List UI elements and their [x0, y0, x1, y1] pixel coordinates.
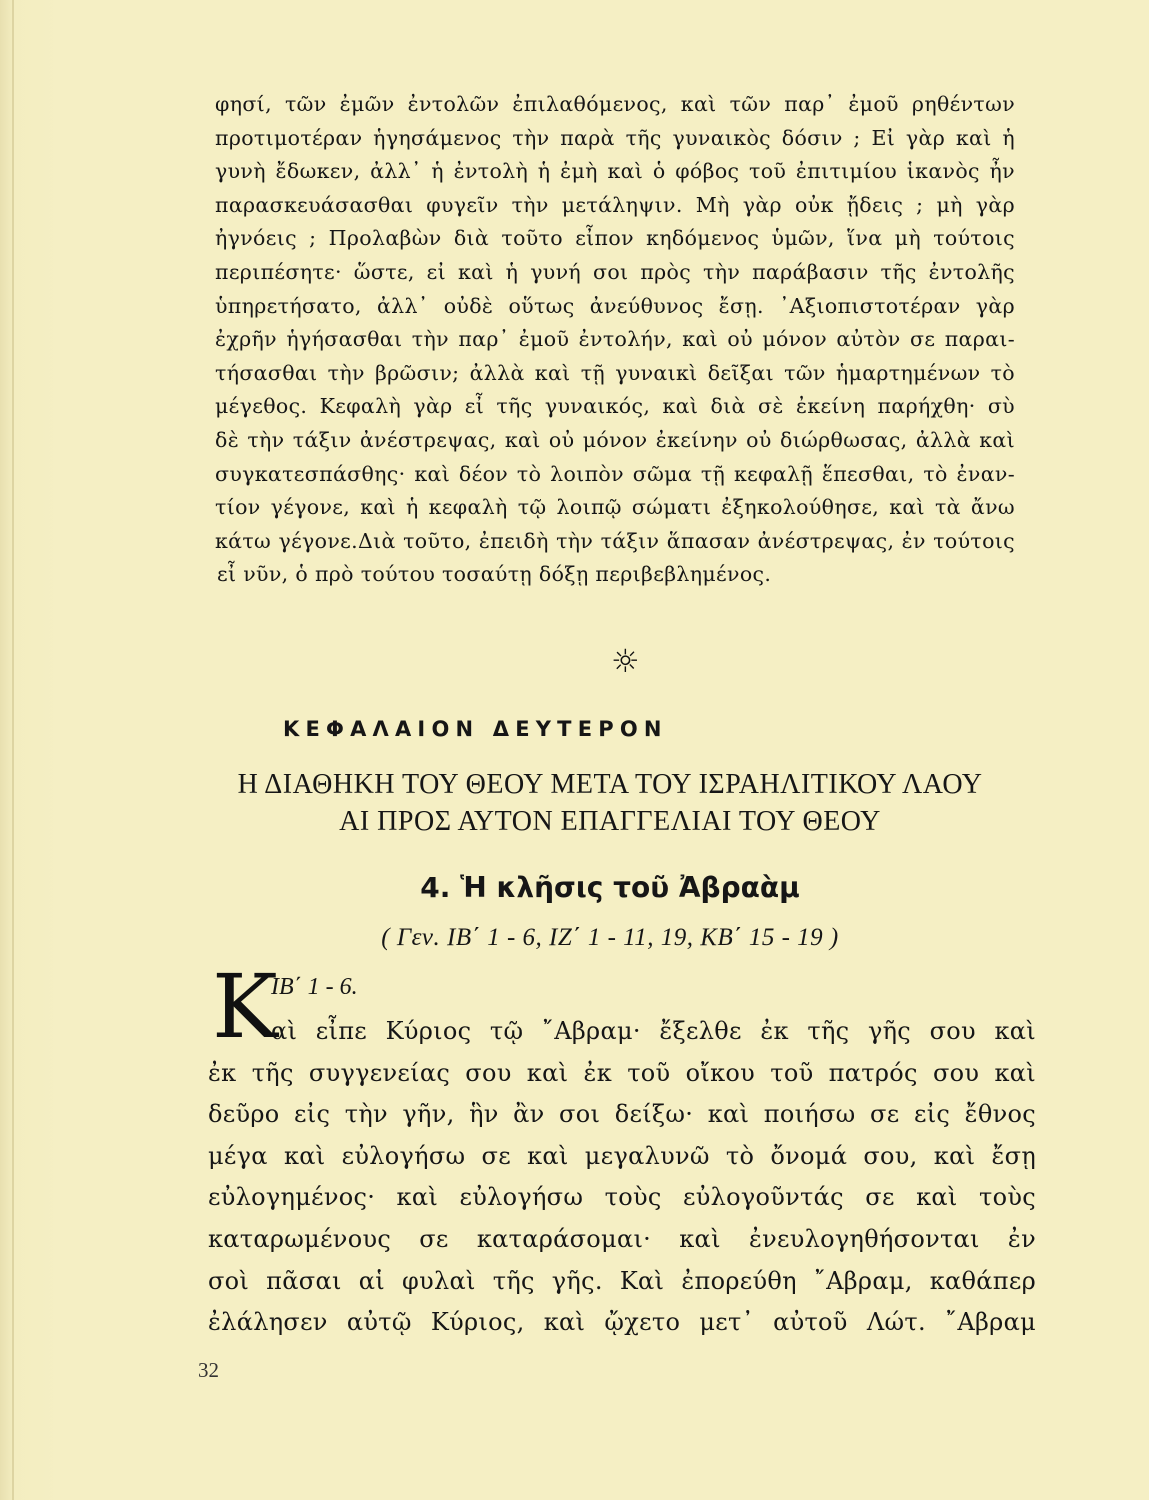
text-line: συγκατεσπάσθης· καὶ δέον τὸ λοιπὸν σῶμα τῇ κεφαλῇ ἕπεσθαι, τὸ ἐναν- — [215, 461, 1015, 486]
text-line: ἐχρῆν ἡγήσασθαι τὴν παρ᾽ ἐμοῦ ἐντολήν, καὶ οὐ μόνον αὐτὸν σε παραι- — [215, 327, 1015, 352]
text-line: ἠγνόεις ; Προλαβὼν διὰ τοῦτο εἶπον κηδόμενος ὑμῶν, ἵνα μὴ τούτοις — [215, 226, 1015, 251]
scripture-reference: ( Γεν. ΙΒ΄ 1 - 6, ΙΖ΄ 1 - 11, 19, ΚΒ΄ 15 - 19 ) — [381, 924, 839, 951]
top-paragraph — [215, 88, 1015, 592]
chapter-title-line: ΑΙ ΠΡΟΣ ΑΥΤΟΝ ΕΠΑΓΓΕΛΙΑΙ ΤΟΥ ΘΕΟΥ — [339, 806, 881, 837]
text-line: καταρωμένους σε καταράσομαι· καὶ ἐνευλογηθήσονται ἐν — [208, 1224, 1036, 1253]
text-line: ὑπηρετήσατο, ἀλλ᾽ οὐδὲ οὕτως ἀνεύθυνος ἔσῃ. ᾽Αξιοπιστοτέραν γὰρ — [215, 293, 1015, 318]
text-line: μέγεθος. Κεφαλὴ γὰρ εἶ τῆς γυναικός, καὶ διὰ σὲ ἐκείνη παρήχθη· σὺ — [215, 394, 1015, 419]
text-line: εὐλογημένος· καὶ εὐλογήσω τοὺς εὐλογοῦντάς σε καὶ τοὺς — [208, 1183, 1036, 1212]
text-line: τήσασθαι τὴν βρῶσιν; ἀλλὰ καὶ τῇ γυναικὶ δεῖξαι τῶν ἡμαρτημένων τὸ — [215, 360, 1015, 385]
page-number: 32 — [198, 1358, 219, 1382]
text-line: φησί, τῶν ἐμῶν ἐντολῶν ἐπιλαθόμενος, καὶ τῶν παρ᾽ ἐμοῦ ρηθέντων — [215, 92, 1015, 116]
text-line: τίον γέγονε, καὶ ἡ κεφαλὴ τῷ λοιπῷ σώματι ἐξηκολούθησε, καὶ τὰ ἄνω — [215, 495, 1015, 520]
chapter-heading: ΚΕΦΑΛΑΙΟΝ ΔΕΥΤΕΡΟΝ — [283, 717, 668, 741]
chapter-title — [200, 766, 1020, 840]
section-title: 4. Ἡ κλῆσις τοῦ Ἀβραὰμ — [420, 871, 800, 904]
drop-cap: Κ — [212, 955, 278, 1058]
text-line: μέγα καὶ εὐλογήσω σε καὶ μεγαλυνῶ τὸ ὄνομά σου, καὶ ἔσῃ — [208, 1141, 1036, 1170]
verse-reference: ΙΒ΄ 1 - 6. — [271, 974, 358, 1000]
text-line: παρασκευάσασθαι φυγεῖν τὴν μετάληψιν. Μὴ γὰρ οὐκ ᾔδεις ; μὴ γὰρ — [215, 192, 1015, 217]
page-gutter-edge — [12, 0, 14, 1500]
text-line: δὲ τὴν τάξιν ἀνέστρεψας, καὶ οὐ μόνον ἐκείνην οὐ διώρθωσας, ἀλλὰ καὶ — [215, 427, 1015, 452]
text-line: περιπέσητε· ὥστε, εἰ καὶ ἡ γυνή σοι πρὸς τὴν παράβασιν τῆς ἐντολῆς — [215, 259, 1015, 284]
text-line: αὶ εἶπε Κύριος τῷ ῎Αβραμ· ἔξελθε ἐκ τῆς γῆς σου καὶ — [271, 1017, 1036, 1045]
text-line: ἐκ τῆς συγγενείας σου καὶ ἐκ τοῦ οἴκου τοῦ πατρός σου καὶ — [208, 1058, 1036, 1087]
text-line: προτιμοτέραν ἡγησάμενος τὴν παρὰ τῆς γυναικὸς δόσιν ; Εἰ γὰρ καὶ ἡ — [215, 125, 1015, 150]
text-line: γυνὴ ἔδωκεν, ἀλλ᾽ ἡ ἐντολὴ ἡ ἐμὴ καὶ ὁ φόβος τοῦ ἐπιτιμίου ἱκανὸς ἦν — [215, 159, 1015, 184]
text-line: ἐλάλησεν αὐτῷ Κύριος, καὶ ᾤχετο μετ᾽ αὐτοῦ Λώτ. ῎Αβραμ — [208, 1308, 1036, 1337]
chapter-title-line: Η ΔΙΑΘΗΚΗ ΤΟΥ ΘΕΟΥ ΜΕΤΑ ΤΟΥ ΙΣΡΑΗΛΙΤΙΚΟΥ ΛΑΟΥ — [237, 769, 983, 800]
ornament-icon: ☼ — [611, 642, 640, 680]
text-line-last: εἶ νῦν, ὁ πρὸ τούτου τοσαύτῃ δόξῃ περιβεβλημένος. — [217, 562, 772, 587]
main-text — [208, 1011, 1036, 1344]
text-line: σοὶ πᾶσαι αἱ φυλαὶ τῆς γῆς. Καὶ ἐπορεύθη ῎Αβραμ, καθάπερ — [208, 1266, 1036, 1295]
text-line: δεῦρο εἰς τὴν γῆν, ἣν ἂν σοι δείξω· καὶ ποιήσω σε εἰς ἔθνος — [208, 1100, 1036, 1129]
text-line: κάτω γέγονε.Διὰ τοῦτο, ἐπειδὴ τὴν τάξιν ἅπασαν ἀνέστρεψας, ἐν τούτοις — [215, 528, 1015, 553]
